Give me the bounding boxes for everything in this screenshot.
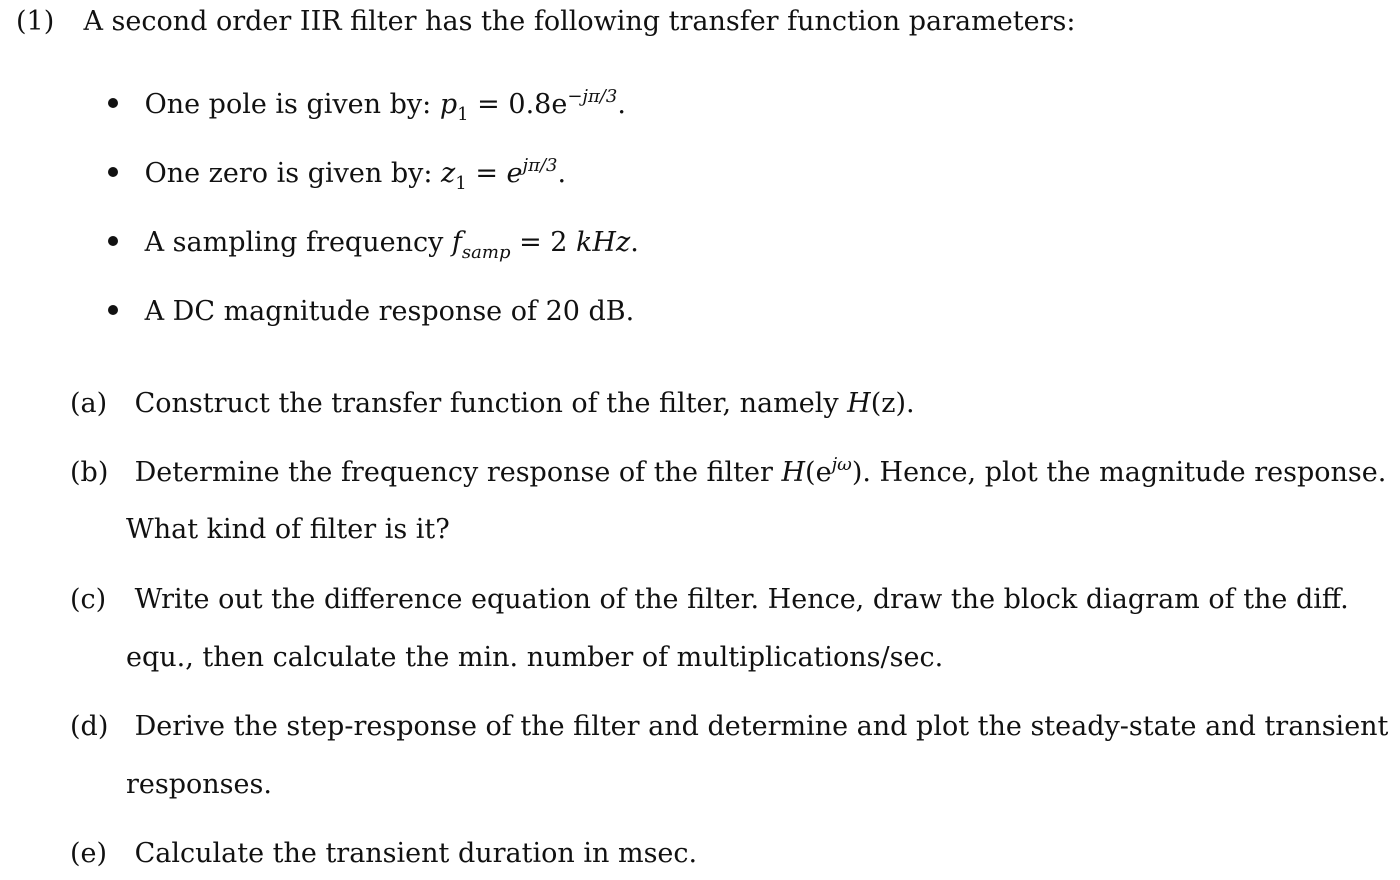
bullet-text: A sampling frequency: [144, 227, 452, 258]
zero-subscript: 1: [455, 173, 467, 194]
bullet-icon: [108, 98, 118, 108]
sentence-end: .: [617, 89, 626, 120]
bullet-item-sampling: [108, 226, 639, 263]
question-text: equ., then calculate the min. number of multiplications/sec.: [126, 642, 944, 673]
frequency-unit: kHz: [576, 227, 631, 258]
equals-sign: =: [477, 89, 509, 120]
bullet-item-pole: [108, 88, 626, 125]
question-d-continuation: [126, 768, 272, 802]
bullet-icon: [108, 305, 118, 315]
equals-sign: =: [475, 158, 507, 189]
question-label: (a): [70, 388, 108, 419]
bullet-icon: [108, 167, 118, 177]
bullet-item-dc-gain: [108, 295, 634, 329]
question-label: (c): [70, 584, 107, 615]
transfer-function-symbol: H: [847, 388, 871, 419]
question-text-end: (z).: [870, 388, 915, 419]
bullet-text: A DC magnitude response of 20 dB.: [144, 296, 635, 327]
question-c-continuation: [126, 641, 943, 675]
question-text: Write out the difference equation of the filter. Hence, draw the block diagram of the diff.: [134, 584, 1349, 615]
bullet-text: One zero is given by:: [144, 158, 442, 189]
question-text: responses.: [126, 769, 272, 800]
problem-number: (1): [16, 6, 55, 37]
pole-symbol: p: [439, 89, 458, 120]
sentence-end: .: [557, 158, 567, 189]
question-label: (b): [70, 457, 109, 488]
zero-symbol: z: [441, 158, 456, 189]
problem-heading: [16, 5, 1075, 39]
question-d: [70, 710, 1388, 744]
question-text-mid: (e: [805, 457, 832, 488]
sentence-end: .: [630, 227, 639, 258]
question-c: [70, 583, 1349, 617]
frequency-equals: = 2: [519, 227, 577, 258]
bullet-item-zero: [108, 157, 566, 194]
question-label: (d): [70, 711, 109, 742]
zero-value: e: [506, 158, 523, 189]
question-b: [70, 456, 1386, 493]
question-text-end: ). Hence, plot the magnitude response.: [851, 457, 1387, 488]
frequency-response-exponent: jω: [831, 454, 852, 475]
frequency-response-symbol: H: [781, 457, 806, 488]
bullet-icon: [108, 236, 118, 246]
pole-exponent: −jπ/3: [567, 86, 618, 107]
frequency-symbol: f: [451, 227, 462, 258]
question-e: [70, 837, 697, 871]
pole-subscript: 1: [457, 104, 469, 125]
question-text: What kind of filter is it?: [126, 514, 450, 545]
question-text: Calculate the transient duration in msec.: [134, 838, 698, 869]
pole-value: 0.8e: [508, 89, 568, 120]
question-text: Construct the transfer function of the filter, namely: [134, 388, 848, 419]
bullet-text: One pole is given by:: [144, 89, 440, 120]
zero-exponent: jπ/3: [522, 155, 558, 176]
question-label: (e): [70, 838, 108, 869]
problem-intro: A second order IIR filter has the following transfer function parameters:: [83, 6, 1076, 37]
question-text: Derive the step-response of the filter and determine and plot the steady-state and transient: [134, 711, 1389, 742]
question-a: [70, 387, 915, 421]
frequency-subscript: samp: [461, 242, 511, 263]
question-text: Determine the frequency response of the filter: [134, 457, 782, 488]
question-b-continuation: [126, 513, 450, 547]
